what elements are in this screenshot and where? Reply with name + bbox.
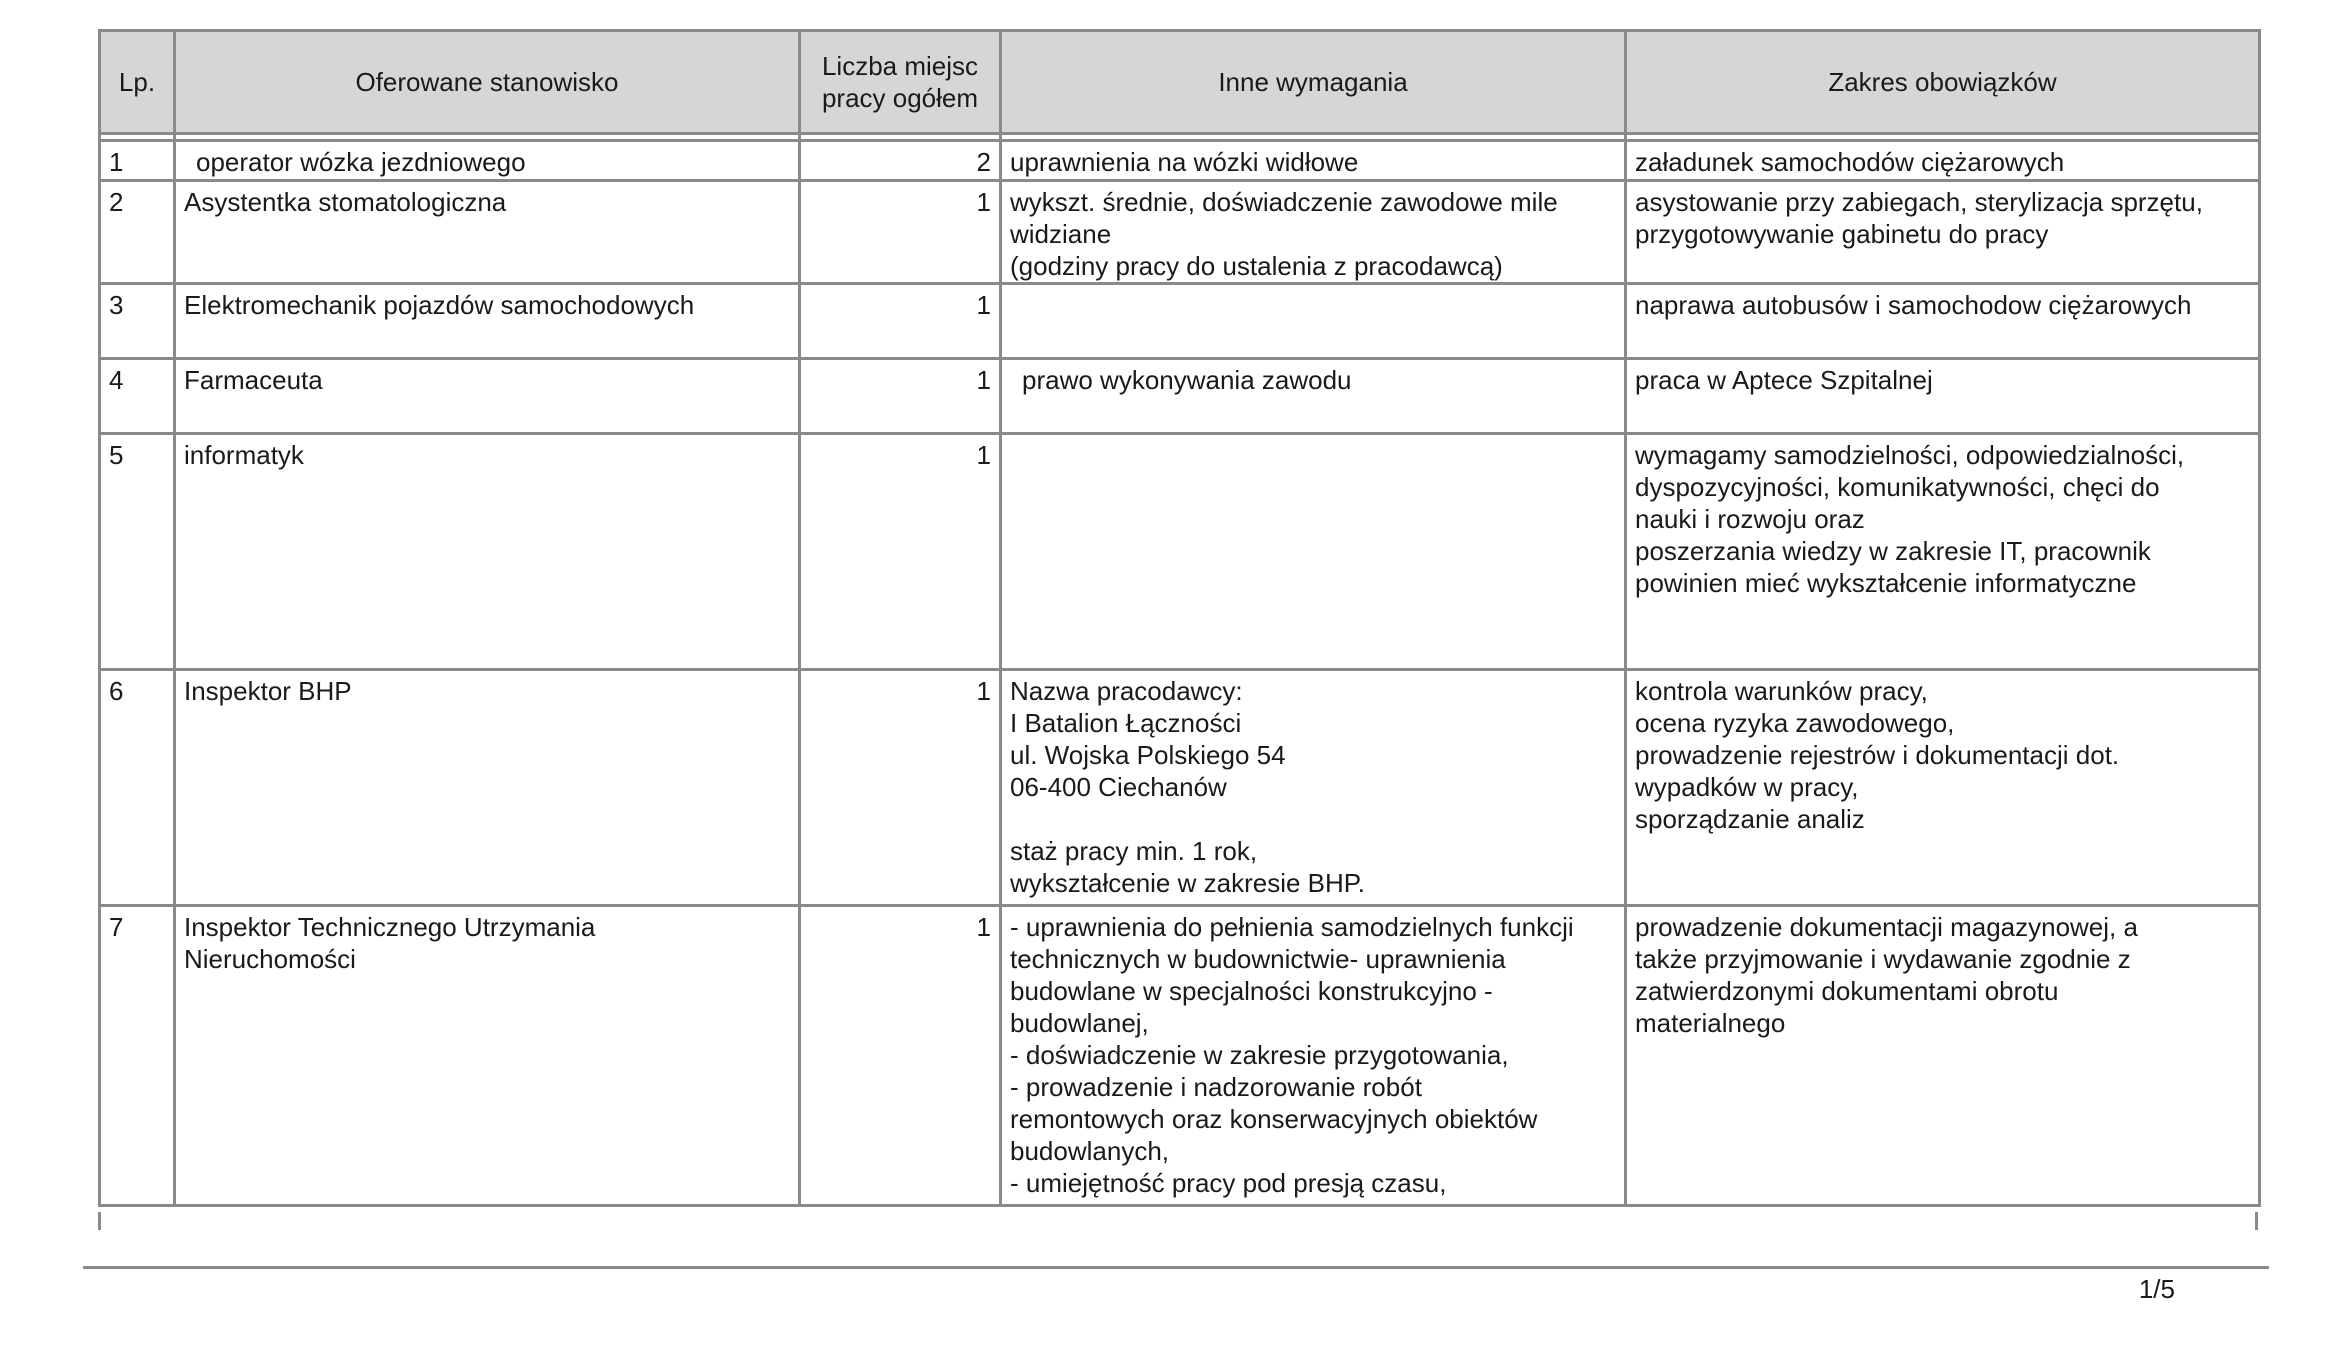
cell-lp: 4 — [100, 359, 175, 434]
cell-requirements — [1001, 284, 1626, 359]
cell-requirements — [1001, 359, 1626, 434]
cell-count: 1 — [800, 434, 1001, 670]
cell-position-text: operator wózka jezdniowego — [196, 147, 526, 177]
table-row — [100, 906, 2260, 1206]
table-row — [100, 434, 2260, 670]
cell-duties: asystowanie przy zabiegach, sterylizacja sprzętu, przygotowywanie gabinetu do pracy — [1626, 181, 2260, 284]
cell-requirements: uprawnienia na wózki widłowe — [1001, 141, 1626, 181]
cell-count: 1 — [800, 359, 1001, 434]
cell-duties: praca w Aptece Szpitalnej — [1626, 359, 2260, 434]
cell-count: 1 — [800, 181, 1001, 284]
cell-position: Farmaceuta — [175, 359, 800, 434]
cell-lp: 6 — [100, 670, 175, 906]
header-requirements: Inne wymagania — [1001, 31, 1626, 134]
table-header-row — [100, 31, 2260, 134]
cell-duties: załadunek samochodów ciężarowych — [1626, 141, 2260, 181]
page-number: 1/5 — [2138, 1274, 2175, 1304]
header-duties: Zakres obowiązków — [1626, 31, 2260, 134]
cell-requirements-text: prawo wykonywania zawodu — [1022, 365, 1352, 395]
table-row — [100, 670, 2260, 906]
cell-duties: naprawa autobusów i samochodow ciężarowych — [1626, 284, 2260, 359]
cell-position: Asystentka stomatologiczna — [175, 181, 800, 284]
header-spacer — [100, 134, 2260, 141]
cell-position — [175, 141, 800, 181]
cell-requirements: Nazwa pracodawcy: I Batalion Łączności ul. Wojska Polskiego 54 06-400 Ciechanów staż pracy min. 1 rok, wykształcenie w zakresie BHP. — [1001, 670, 1626, 906]
cell-lp: 5 — [100, 434, 175, 670]
header-position: Oferowane stanowisko — [175, 31, 800, 134]
header-count: Liczba miejsc pracy ogółem — [800, 31, 1001, 134]
cell-lp: 2 — [100, 181, 175, 284]
table-row — [100, 141, 2260, 181]
cell-lp: 1 — [100, 141, 175, 181]
cell-lp: 7 — [100, 906, 175, 1206]
cell-lp: 3 — [100, 284, 175, 359]
cell-position: Inspektor BHP — [175, 670, 800, 906]
cell-position: informatyk — [175, 434, 800, 670]
cell-duties: wymagamy samodzielności, odpowiedzialności, dyspozycyjności, komunikatywności, chęci do nauki i rozwoju oraz poszerzania wiedzy w zakresie IT, pracownik powinien mieć wykształcenie informatyczne — [1626, 434, 2260, 670]
cell-count: 1 — [800, 906, 1001, 1206]
cell-duties: kontrola warunków pracy, ocena ryzyka zawodowego, prowadzenie rejestrów i dokumentacji dot. wypadków w pracy, sporządzanie analiz — [1626, 670, 2260, 906]
footer-divider — [83, 1266, 2269, 1269]
cell-count: 1 — [800, 670, 1001, 906]
header-lp: Lp. — [100, 31, 175, 134]
cell-position: Elektromechanik pojazdów samochodowych — [175, 284, 800, 359]
cell-count: 1 — [800, 284, 1001, 359]
cell-count: 2 — [800, 141, 1001, 181]
cell-requirements: wykszt. średnie, doświadczenie zawodowe mile widziane (godziny pracy do ustalenia z pracodawcą) — [1001, 181, 1626, 284]
cell-position: Inspektor Technicznego Utrzymania Nieruchomości — [175, 906, 800, 1206]
cell-requirements — [1001, 434, 1626, 670]
job-offers-table — [98, 29, 2261, 1207]
table-row — [100, 284, 2260, 359]
table-continuation — [98, 1212, 2258, 1230]
cell-requirements: - uprawnienia do pełnienia samodzielnych funkcji technicznych w budownictwie- uprawnienia budowlane w specjalności konstrukcyjno - budowlanej, - doświadczenie w zakresie przygotowania, - prowadzenie i nadzorowanie robót remontowych oraz konserwacyjnych obiektów budowlanych, - umiejętność pracy pod presją czasu, — [1001, 906, 1626, 1206]
table-row — [100, 359, 2260, 434]
cell-duties: prowadzenie dokumentacji magazynowej, a także przyjmowanie i wydawanie zgodnie z zatwierdzonymi dokumentami obrotu materialnego — [1626, 906, 2260, 1206]
table-row — [100, 181, 2260, 284]
